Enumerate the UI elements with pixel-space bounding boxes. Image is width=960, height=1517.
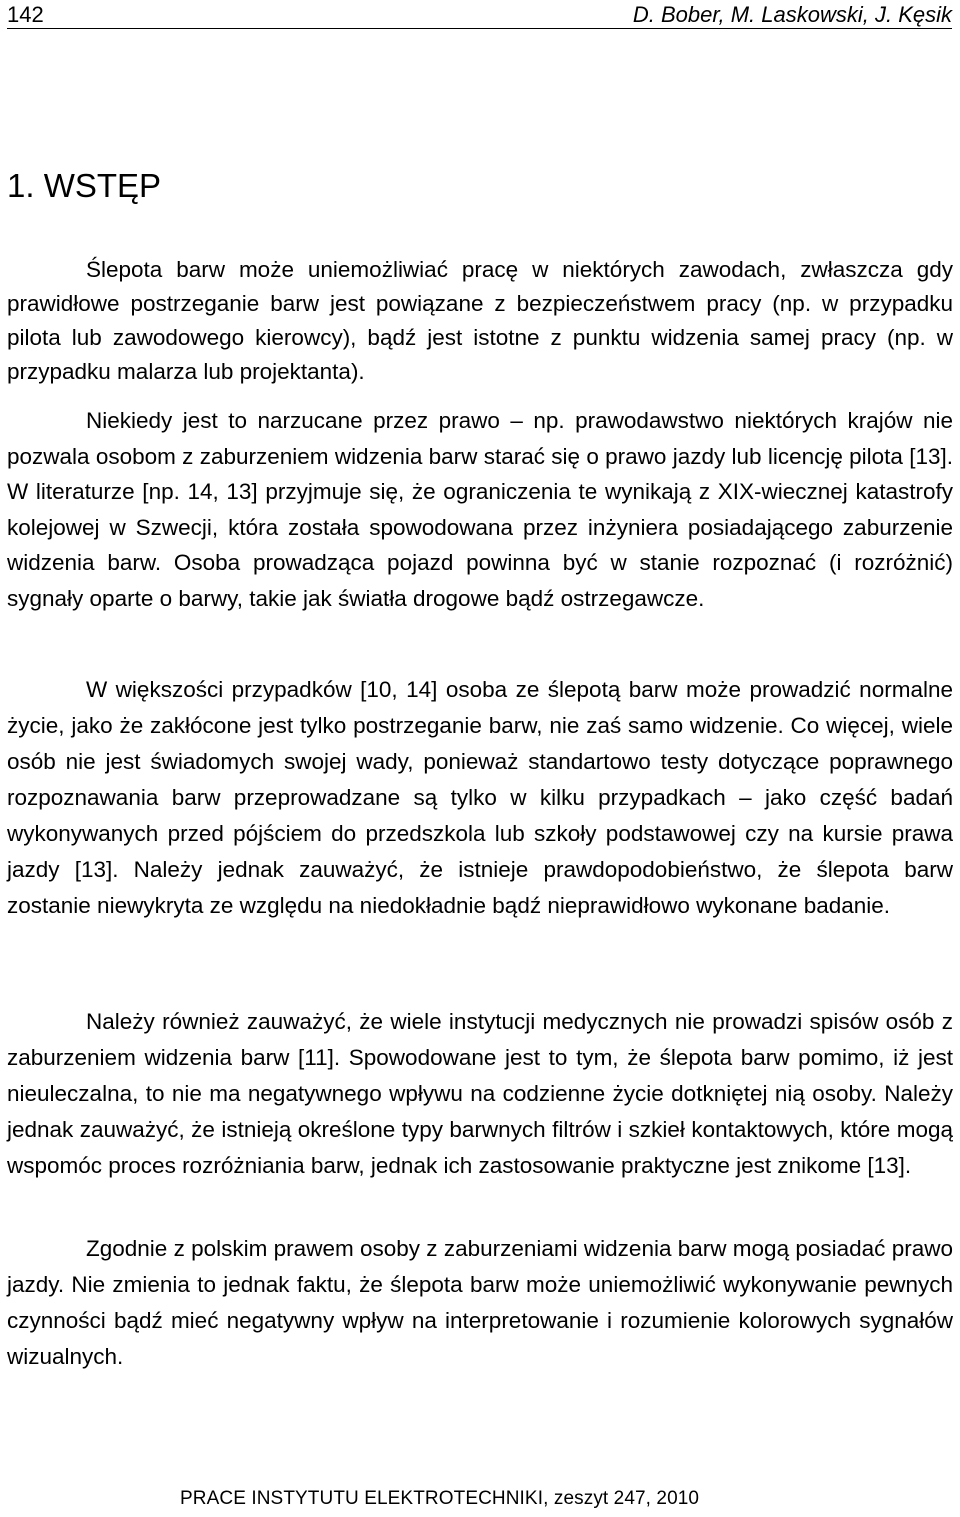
paragraph-3: W większości przypadków [10, 14] osoba ze ślepotą barw może prowadzić normalne życie, jako że zakłócone jest tylko postrzeganie barw, nie zaś samo widzenie. Co więcej, wiele osób nie jest świadomych swojej wady, ponieważ standartowo testy dotyczące poprawnego rozpoznawania barw przeprowadzane są tylko w kilku przypadkach – jako część badań wykonywanych przed pójściem do przedszkola lub szkoły podstawowej czy na kursie prawa jazdy [13]. Należy jednak zauważyć, że istnieje prawdopodobieństwo, że ślepota barw zostanie niewykryta ze względu na niedokładnie bądź nieprawidłowo wykonane badanie. — [7, 677, 953, 918]
running-authors: D. Bober, M. Laskowski, J. Kęsik — [632, 2, 952, 27]
page-number: 142 — [7, 2, 44, 27]
running-footer: PRACE INSTYTUTU ELEKTROTECHNIKI, zeszyt 247, 2010 — [180, 1488, 700, 1509]
running-header — [7, 0, 952, 29]
paragraph-1: Ślepota barw może uniemożliwiać pracę w niektórych zawodach, zwłaszcza gdy prawidłowe postrzeganie barw jest powiązane z bezpieczeństwem pracy (np. w przypadku pilota lub zawodowego kierowcy), bądź jest istotne z punktu widzenia samej pracy (np. w przypadku malarza lub projektanta). — [7, 257, 953, 384]
section-title: 1. WSTĘP — [7, 167, 162, 204]
paragraph-2: Niekiedy jest to narzucane przez prawo – np. prawodawstwo niektórych krajów nie pozwala osobom z zaburzeniem widzenia barw starać się o prawo jazdy lub licencję pilota [13]. W literaturze [np. 14, 13] przyjmuje się, że ograniczenia te wynikają z XIX-wiecznej katastrofy kolejowej w Szwecji, która została spowodowana przez inżyniera posiadającego zaburzenie widzenia barw. Osoba prowadząca pojazd powinna być w stanie rozpoznać (i rozróżnić) sygnały oparte o barwy, takie jak światła drogowe bądź ostrzegawcze. — [7, 408, 953, 611]
paragraph-5: Zgodnie z polskim prawem osoby z zaburzeniami widzenia barw mogą posiadać prawo jazdy. Nie zmienia to jednak faktu, że ślepota barw może uniemożliwić wykonywanie pewnych czynności bądź mieć negatywny wpływ na interpretowanie i rozumienie kolorowych sygnałów wizualnych. — [7, 1236, 953, 1369]
paragraph-4: Należy również zauważyć, że wiele instytucji medycznych nie prowadzi spisów osób z zaburzeniem widzenia barw [11]. Spowodowane jest to tym, że ślepota barw pomimo, iż jest nieuleczalna, to nie ma negatywnego wpływu na codzienne życie dotkniętej nią osoby. Należy jednak zauważyć, że istnieją określone typy barwnych filtrów i szkieł kontaktowych, które mogą wspomóc proces rozróżniania barw, jednak ich zastosowanie praktyczne jest znikome [13]. — [7, 1009, 953, 1178]
